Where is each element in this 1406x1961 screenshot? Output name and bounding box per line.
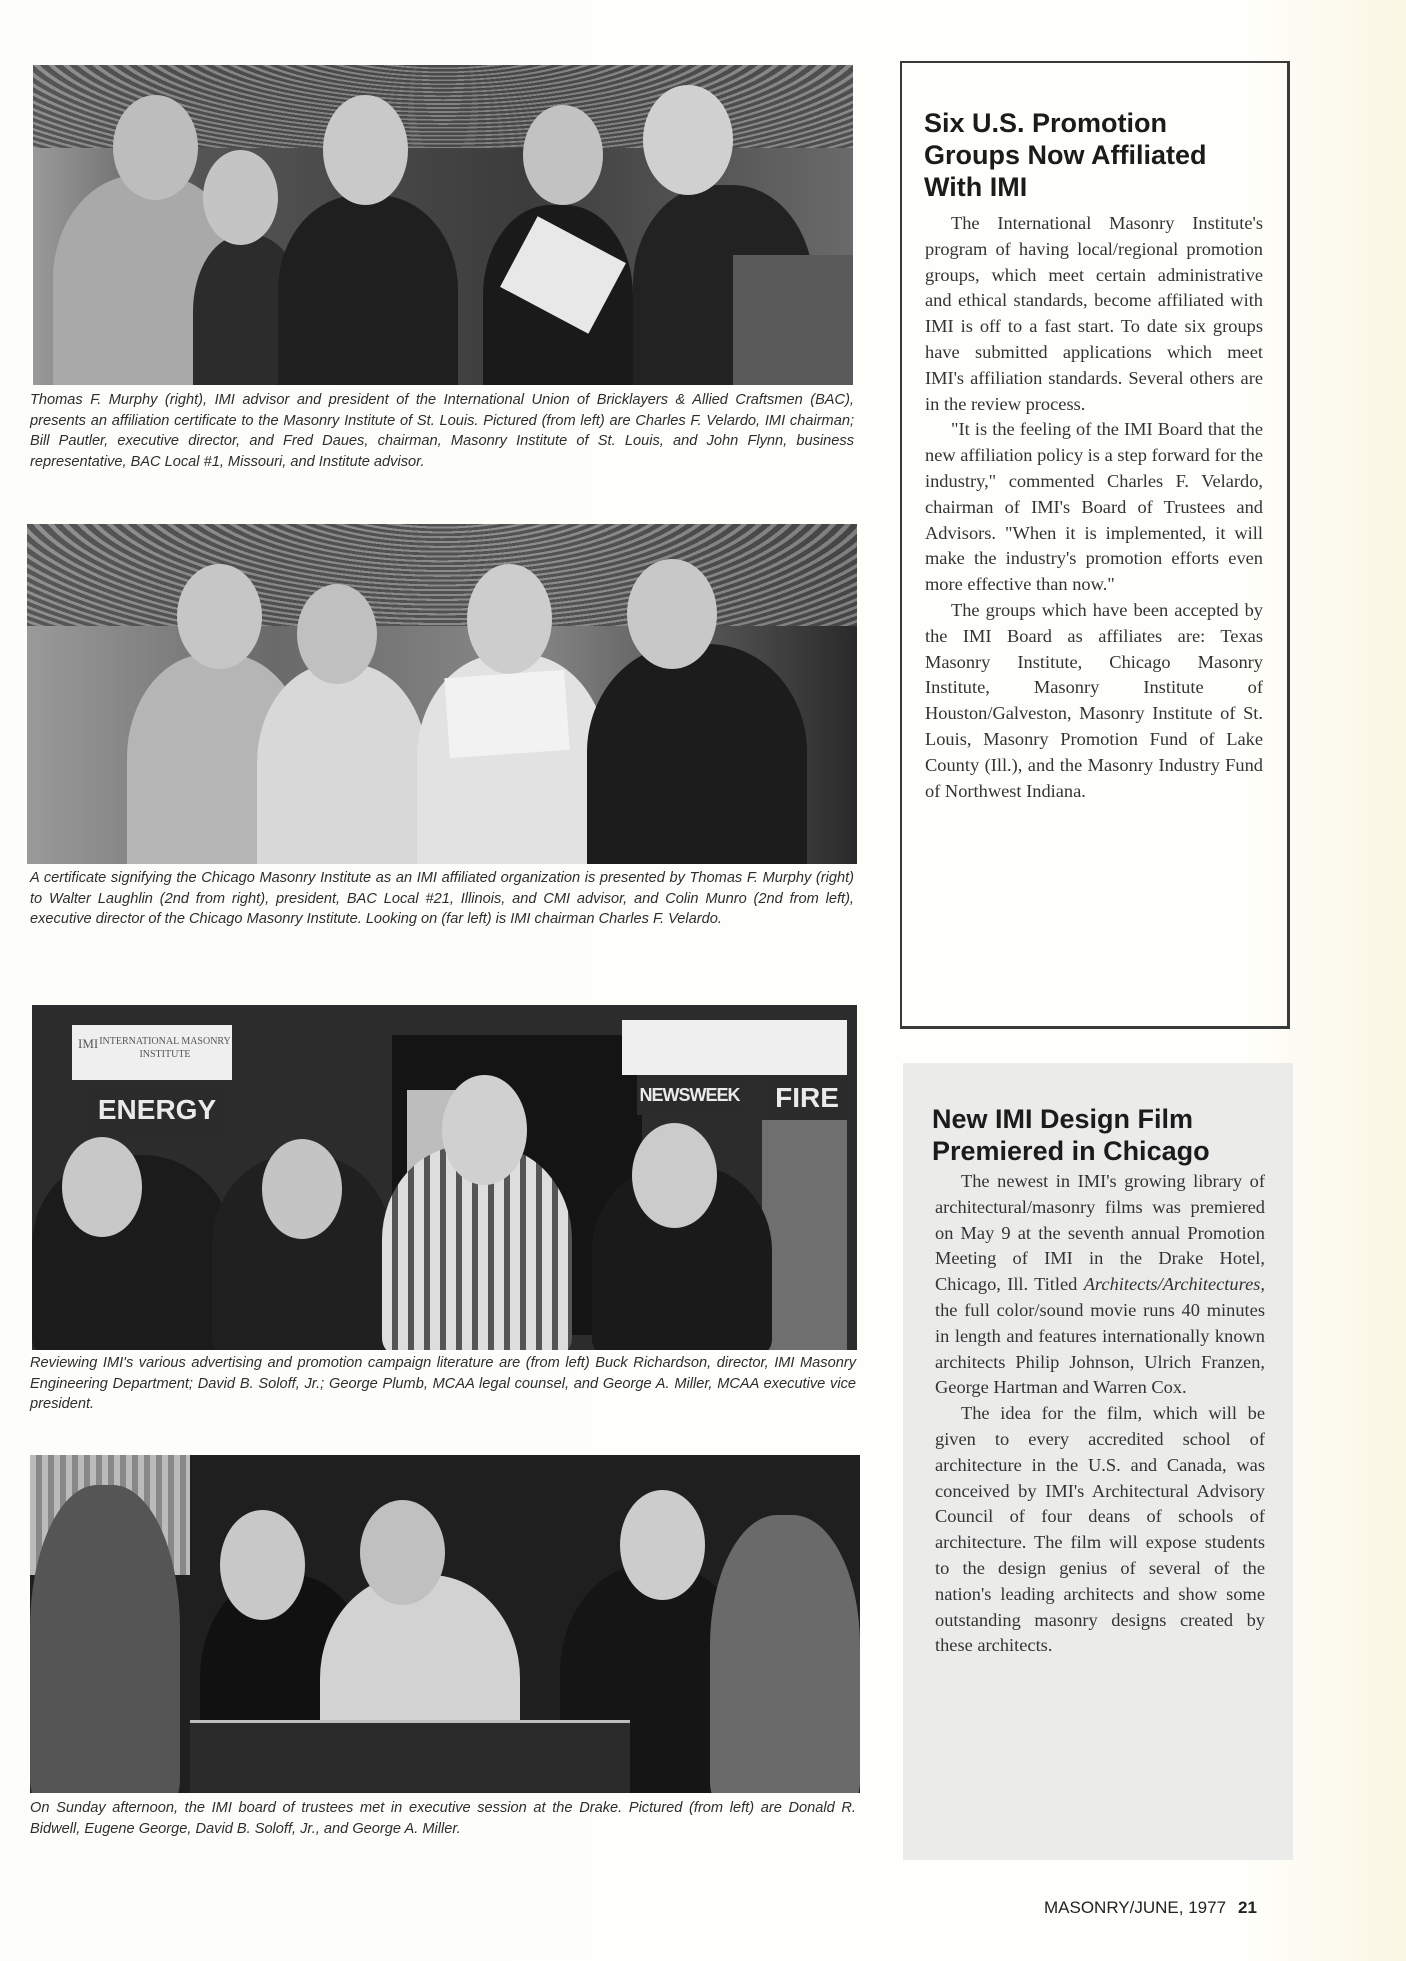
footer-publication: MASONRY/JUNE, 1977 xyxy=(1044,1898,1227,1917)
photo-caption-1: Thomas F. Murphy (right), IMI advisor and president of the International Union of Bricklayers & Allied Craftsmen (BAC), presents an affiliation certificate to the Masonry Institute of St. Louis. Pictured (from left) are Charles F. Velardo, IMI chairman; Bill Pautler, executive director, and Fred Daues, chairman, Masonry Institute of St. Louis, and John Flynn, business representative, BAC Local #1, Missouri, and Institute advisor. xyxy=(30,392,854,470)
article-paragraph: The newest in IMI's growing library of architectural/masonry films was premiered on May 9 at the seventh annual Promotion Meeting of IMI in the Drake Hotel, Chicago, Ill. Titled Architects/Architectures, the full color/sound movie runs 40 minutes in length and features internationally known architects Philip Johnson, Ulrich Franzen, George Hartman and Warren Cox. xyxy=(935,1171,1265,1398)
photo-caption-3: Reviewing IMI's various advertising and promotion campaign literature are (from left) Buck Richardson, director, IMI Masonry Engineering Department; David B. Soloff, Jr.; George Plumb, MCAA legal counsel, and George A. Miller, MCAA executive vice president. xyxy=(30,1355,856,1412)
photo-board-meeting xyxy=(30,1455,860,1793)
photo-caption-4: On Sunday afternoon, the IMI board of trustees met in executive session at the Drake. Pictured (from left) are Donald R. Bidwell, Eugene George, David B. Soloff, Jr., and George A. Miller. xyxy=(30,1800,856,1837)
page-footer xyxy=(1044,1898,1257,1918)
article-paragraph: "It is the feeling of the IMI Board that the new affiliation policy is a step forward for the industry," commented Charles F. Velardo, chairman of IMI's Board of Trustees and Advisors. "When it is implemented, it will make the industry's promotion efforts even more effective than now." xyxy=(925,419,1263,595)
article-body-affiliation xyxy=(925,211,1263,804)
article-body-design-film xyxy=(935,1169,1265,1659)
photo-advertising-review xyxy=(32,1005,857,1350)
photo-certificate-st-louis xyxy=(33,65,853,385)
energy-poster: ENERGY xyxy=(87,1085,227,1135)
imi-sign: IMI INTERNATIONAL MASONRY INSTITUTE xyxy=(72,1025,232,1080)
photo-curtain xyxy=(27,524,857,626)
film-title: Architects/Architectures, xyxy=(1083,1274,1265,1295)
page-number: 21 xyxy=(1238,1898,1257,1917)
article-headline-design-film: New IMI Design Film Premiered in Chicago xyxy=(932,1104,1210,1166)
imi-logo: IMI xyxy=(78,1036,99,1051)
newsweek-poster: NEWSWEEK xyxy=(637,1075,742,1115)
article-paragraph: The groups which have been accepted by the IMI Board as affiliates are: Texas Masonry Institute, Chicago Masonry Institute, Masonry Institute of Houston/Galveston, Masonry Institute of St. Louis, Masonry Promotion Fund of Lake County (Ill.), and the Masonry Industry Fund of Northwest Indiana. xyxy=(925,599,1263,801)
article-paragraph: The International Masonry Institute's program of having local/regional promotion groups, which meet certain administrative and ethical standards, become affiliated with IMI is off to a fast start. To date six groups have submitted applications which meet IMI's affiliation standards. Several others are in the review process. xyxy=(925,213,1263,414)
article-paragraph: The idea for the film, which will be given to every accredited school of architecture in the U.S. and Canada, was conceived by IMI's Architectural Advisory Council of four deans of schools of architecture. The film will expose students to the design genius of several of the nation's leading architects and show some outstanding masonry designs created by these architects. xyxy=(935,1403,1265,1656)
photo-caption-2: A certificate signifying the Chicago Masonry Institute as an IMI affiliated organization is presented by Thomas F. Murphy (right) to Walter Laughlin (2nd from right), president, BAC Local #21, Illinois, and CMI advisor, and Colin Munro (2nd from left), executive director of the Chicago Masonry Institute. Looking on (far left) is IMI chairman Charles F. Velardo. xyxy=(30,870,854,927)
fire-poster: FIRE xyxy=(767,1075,847,1120)
photo-certificate-chicago xyxy=(27,524,857,864)
article-headline-affiliation: Six U.S. Promotion Groups Now Affiliated With IMI xyxy=(924,108,1207,202)
